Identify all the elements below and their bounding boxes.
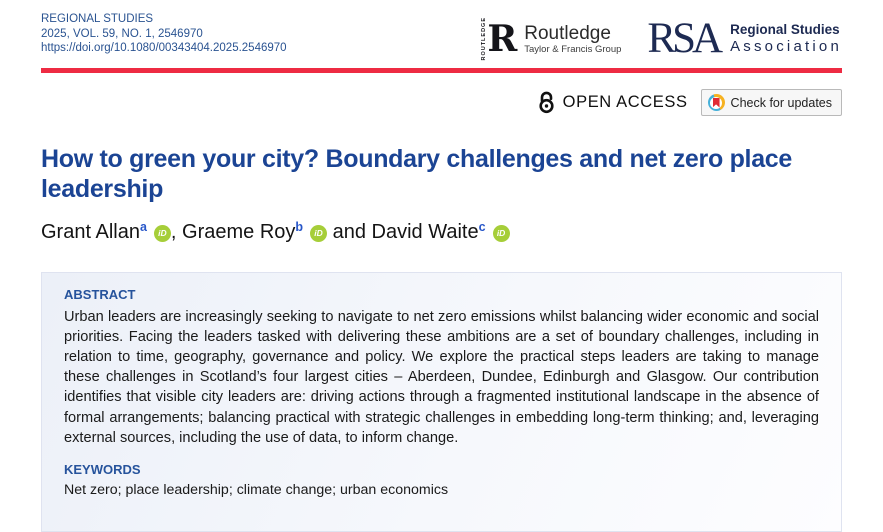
open-access-badge [537,91,688,114]
open-access-label: OPEN ACCESS [562,93,688,112]
orcid-icon[interactable]: iD [154,225,171,242]
author-2-name: Graeme Roy [182,220,296,243]
rsa-line2: Association [730,38,842,56]
author-3 [372,221,510,243]
abstract-box [41,272,842,532]
check-for-updates-button[interactable] [701,89,842,116]
journal-citation: 2025, VOL. 59, NO. 1, 2546970 [41,27,203,40]
article-title: How to green your city? Boundary challenges and net zero place leadership [41,144,793,204]
routledge-r-glyph: R [487,17,518,60]
keywords-text: Net zero; place leadership; climate change; urban economics [64,481,449,498]
author-2-affiliation-mark: b [295,219,304,234]
abstract-label: ABSTRACT [64,286,136,302]
routledge-wordmark [524,23,621,55]
rsa-line1: Regional Studies [730,22,840,38]
orcid-icon[interactable]: iD [310,225,327,242]
journal-name: REGIONAL STUDIES [41,13,154,25]
crossmark-icon [708,94,725,111]
keywords-label: KEYWORDS [64,461,141,477]
rsa-logo [647,14,842,62]
orcid-icon[interactable]: iD [493,225,510,242]
routledge-tagline: Taylor & Francis Group [524,43,622,55]
rsa-wordmark [730,21,842,56]
publisher-logos [481,14,842,62]
routledge-vertical-text: ROUTLEDGE [481,17,488,61]
rsa-initials: RSA [647,14,720,62]
masthead-divider [41,68,842,73]
doi-link[interactable]: https://doi.org/10.1080/00343404.2025.2546970 [41,42,287,55]
author-1 [41,221,171,243]
author-separator: and [327,220,372,243]
routledge-name: Routledge [524,22,611,44]
abstract-text: Urban leaders are increasingly seeking to navigate to net zero emissions whilst balancing wider economic and social priorities. Facing the leaders tasked with delivering these ambitions are a set of boundary challenges, including in relation to time, geography, governance and policy. We explore the practical steps leaders are taking to manage these challenges in Scotland’s four largest cities – Aberdeen, Dundee, Edinburgh and Glasgow. Our contribution identifies that visible city leaders are: driving actions through a fragmented institutional landscape in the absence of formal arrangements; balancing practical with strategic challenges in embedding long-term thinking; and, leveraging external sources, including the use of data, to inform change. [64,308,819,446]
author-2 [182,221,327,243]
author-3-name: David Waite [371,220,479,243]
author-1-name: Grant Allan [41,220,140,243]
journal-header [41,12,842,61]
author-separator: , [170,220,183,243]
routledge-mark-icon [481,17,517,61]
access-bar [41,89,842,117]
routledge-logo [481,17,621,61]
journal-masthead [41,12,287,56]
author-3-affiliation-mark: c [478,219,486,234]
author-1-affiliation-mark: a [139,219,147,234]
author-line [41,220,842,244]
open-access-lock-icon [537,91,556,114]
check-for-updates-label: Check for updates [730,95,832,110]
